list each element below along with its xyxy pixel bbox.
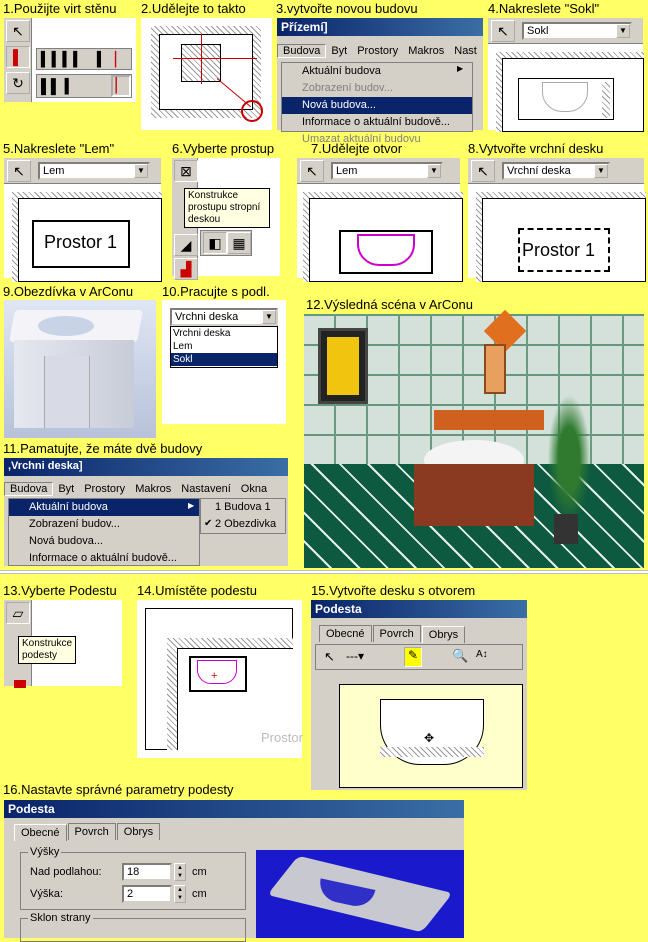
chevron-down-icon: ▼ [616,24,630,38]
step-9-label: 9.Obezdívka v ArConu [3,284,134,299]
outline-toolbar [315,644,523,670]
budova-dropdown [281,62,473,145]
slab-height-stepper[interactable]: ▲ ▼ [174,885,186,903]
pointer-icon[interactable]: ↖ [6,20,30,42]
slab-height-label: Výška: [30,888,64,900]
step-8-label: 8.Vytvořte vrchní desku [468,141,604,156]
step-4-label: 4.Nakreslete "Sokl" [488,1,600,16]
tab-surface[interactable]: Povrch [68,823,116,840]
tab-general[interactable]: Obecné [319,625,372,642]
layer-combo-value: Vrchní deska [507,165,571,177]
room-label: Prostor 1 [44,232,118,252]
tab-row [319,624,466,642]
layer-combo[interactable] [38,162,150,180]
slab-height-input[interactable]: 2 [122,885,172,903]
panel-virtual-wall [4,18,136,102]
menu-nastaveni[interactable]: Nast [454,45,477,57]
step-13-label: 13.Vyberte Podestu [3,583,117,598]
mirror [484,344,506,394]
pointer-icon[interactable]: ↖ [324,649,335,664]
panel-room-drawing [141,18,272,130]
building-submenu [200,498,286,534]
render-cabinet [4,300,156,438]
pencil-icon[interactable]: ✎ [404,647,422,667]
floor-height-stepper[interactable]: ▲ ▼ [174,863,186,881]
cabinet [414,464,534,526]
tooltip: Konstrukce podesty [18,636,76,664]
step-12-label: 12.Výsledná scéna v ArConu [306,297,473,312]
panel-platform-params [4,800,464,938]
room-label: Prostor [261,730,303,745]
step-3-label: 3.vytvořte novou budovu [276,1,418,16]
pointer-icon[interactable]: ↖ [491,20,515,42]
menu-item-current-building[interactable]: Aktuální budova [302,65,381,77]
submenu-item-building-1[interactable]: 1 Budova 1 [215,501,271,513]
panel-layer-list [162,300,286,424]
budova-dropdown [8,498,200,566]
pointer-icon[interactable]: ↖ [7,160,31,182]
highlight-circle [241,100,263,122]
line-style-icon[interactable]: ---▾ [346,649,365,663]
layer-combo[interactable] [170,308,278,326]
menu-makros[interactable]: Makros [408,45,445,57]
wall-types-row-2: ▌▌ ▍ ▏ [36,74,132,98]
panel-opening-tool [172,158,280,276]
tooltip: Konstrukce prostupu stropní deskou [184,188,270,228]
menu-nastaveni[interactable]: Nastavení [181,483,231,495]
shelf [434,410,544,430]
layer-combo[interactable] [522,22,632,40]
panel-new-building-menu [277,18,483,145]
dialog-title: Podesta [311,600,527,618]
slab-height-unit: cm [192,888,207,900]
panel-place-platform [137,600,302,758]
menu-makros[interactable]: Makros [135,483,172,495]
tab-outline[interactable]: Obrys [422,626,465,643]
menu-prostory[interactable]: Prostory [357,45,399,57]
render-bathroom-scene [304,314,644,568]
layer-combo[interactable] [331,162,443,180]
dialog-title: Podesta [4,800,464,818]
menu-budova[interactable]: Budova [277,44,326,58]
layer-combo-value: Vrchni deska [175,311,239,323]
stair-tool-icon[interactable]: ▟ [174,258,198,280]
layer-combo-value: Lem [43,165,65,177]
window-title: ,Vrchni deska] [4,458,288,476]
menu-item-current-building[interactable]: Aktuální budova [9,499,199,516]
panel-select-platform [4,600,122,686]
wall-types-row: ▍▍▍▍ ▍ ▏ [36,48,132,70]
slab-variant-icon[interactable]: ◧ [203,232,227,254]
menu-item-show-buildings[interactable]: Zobrazení budov... [302,82,393,94]
layer-combo-value: Lem [336,165,358,177]
heights-group-label: Výšky [30,846,60,858]
menu-byt[interactable]: Byt [58,483,75,495]
step-16-label: 16.Nastavte správné parametry podesty [3,782,234,797]
picture-frame [318,328,368,404]
panel-top-slab [468,158,644,278]
zoom-all-icon[interactable]: A↕ [476,649,488,660]
virtual-wall-icon[interactable]: ▌ [6,46,30,68]
step-14-label: 14.Umístěte podestu [137,583,257,598]
floor-height-unit: cm [192,866,207,878]
stair-tool-icon [14,680,26,688]
slope-group-label: Sklon strany [30,912,91,924]
window-title: Přízemí] [277,18,483,36]
menubar [4,480,288,498]
zoom-icon[interactable]: 🔍 [452,648,469,663]
panel-lem [4,158,161,278]
step-2-label: 2.Udělejte to takto [141,1,246,16]
chevron-down-icon: ▼ [262,310,276,324]
submenu-arrow-icon: ▶ [188,501,195,510]
tool-column [4,18,32,102]
menu-item-delete-building[interactable]: Umazat aktuální budovu [302,133,421,145]
menu-prostory[interactable]: Prostory [84,483,126,495]
tab-general[interactable]: Obecné [14,824,67,841]
floor-height-input[interactable]: 18 [122,863,172,881]
step-11-label: 11.Pamatujte, že máte dvě budovy [3,441,203,456]
menu-item-new-building[interactable]: Nová budova... [29,535,103,547]
outline-canvas[interactable] [339,684,523,788]
layer-option[interactable]: Sokl [171,353,277,366]
menu-budova[interactable]: Budova [4,482,53,496]
menubar [277,42,483,60]
floor-height-label: Nad podlahou: [30,866,102,878]
panel-slab-with-opening [311,600,527,790]
menu-byt[interactable]: Byt [331,45,348,57]
panel-sokl [488,18,643,130]
room-label: Prostor 1 [522,240,596,260]
layer-option[interactable]: Vrchni deska [173,328,231,339]
menu-item-new-building[interactable]: Nová budova... [282,97,472,114]
chevron-down-icon: ▼ [427,164,441,178]
rotate-icon[interactable]: ↻ [6,72,30,94]
cursor-icon: + [211,670,218,682]
chevron-down-icon: ▼ [134,164,148,178]
menu-item-building-info[interactable]: Informace o aktuální budově... [29,552,177,564]
submenu-item-obezdivka[interactable]: 2 Obezdivka [215,518,277,530]
move-handle-icon[interactable]: ✥ [424,731,435,745]
tab-surface[interactable]: Povrch [373,625,421,642]
step-7-label: 7.Udělejte otvor [311,141,403,156]
menu-okna[interactable]: Okna [240,483,268,495]
plant-pot [554,514,578,544]
plant [544,384,594,534]
slab-hatched-icon[interactable]: ▦ [227,232,251,254]
step-6-label: 6.Vyberte prostup [172,141,275,156]
check-icon: ✔ [204,518,213,529]
pointer-icon[interactable]: ↖ [471,160,495,182]
opening-tool-icon[interactable]: ⊠ [174,160,198,182]
layer-combo[interactable] [502,162,610,180]
tab-outline[interactable]: Obrys [117,823,160,840]
menu-item-building-info[interactable]: Informace o aktuální budově... [302,116,450,128]
menu-item-show-buildings[interactable]: Zobrazení budov... [29,518,120,530]
step-10-label: 10.Pracujte s podl. [162,284,270,299]
step-15-label: 15.Vytvořte desku s otvorem [311,583,476,598]
tab-row [14,822,161,840]
platform-tool-icon[interactable]: ▱ [6,602,30,624]
section-divider [0,570,648,574]
layer-options-list [170,326,278,368]
layer-option[interactable]: Lem [173,341,193,352]
step-1-label: 1.Použijte virt stěnu [3,1,117,16]
panel-two-buildings [4,458,288,566]
chevron-down-icon: ▼ [594,164,608,178]
panel-opening [297,158,460,278]
submenu-arrow-icon: ▶ [457,64,464,73]
step-5-label: 5.Nakreslete "Lem" [3,141,115,156]
slab-tool-icon[interactable]: ◢ [174,234,198,256]
pointer-icon[interactable]: ↖ [300,160,324,182]
platform-preview [256,850,464,938]
layer-combo-value: Sokl [527,25,549,37]
